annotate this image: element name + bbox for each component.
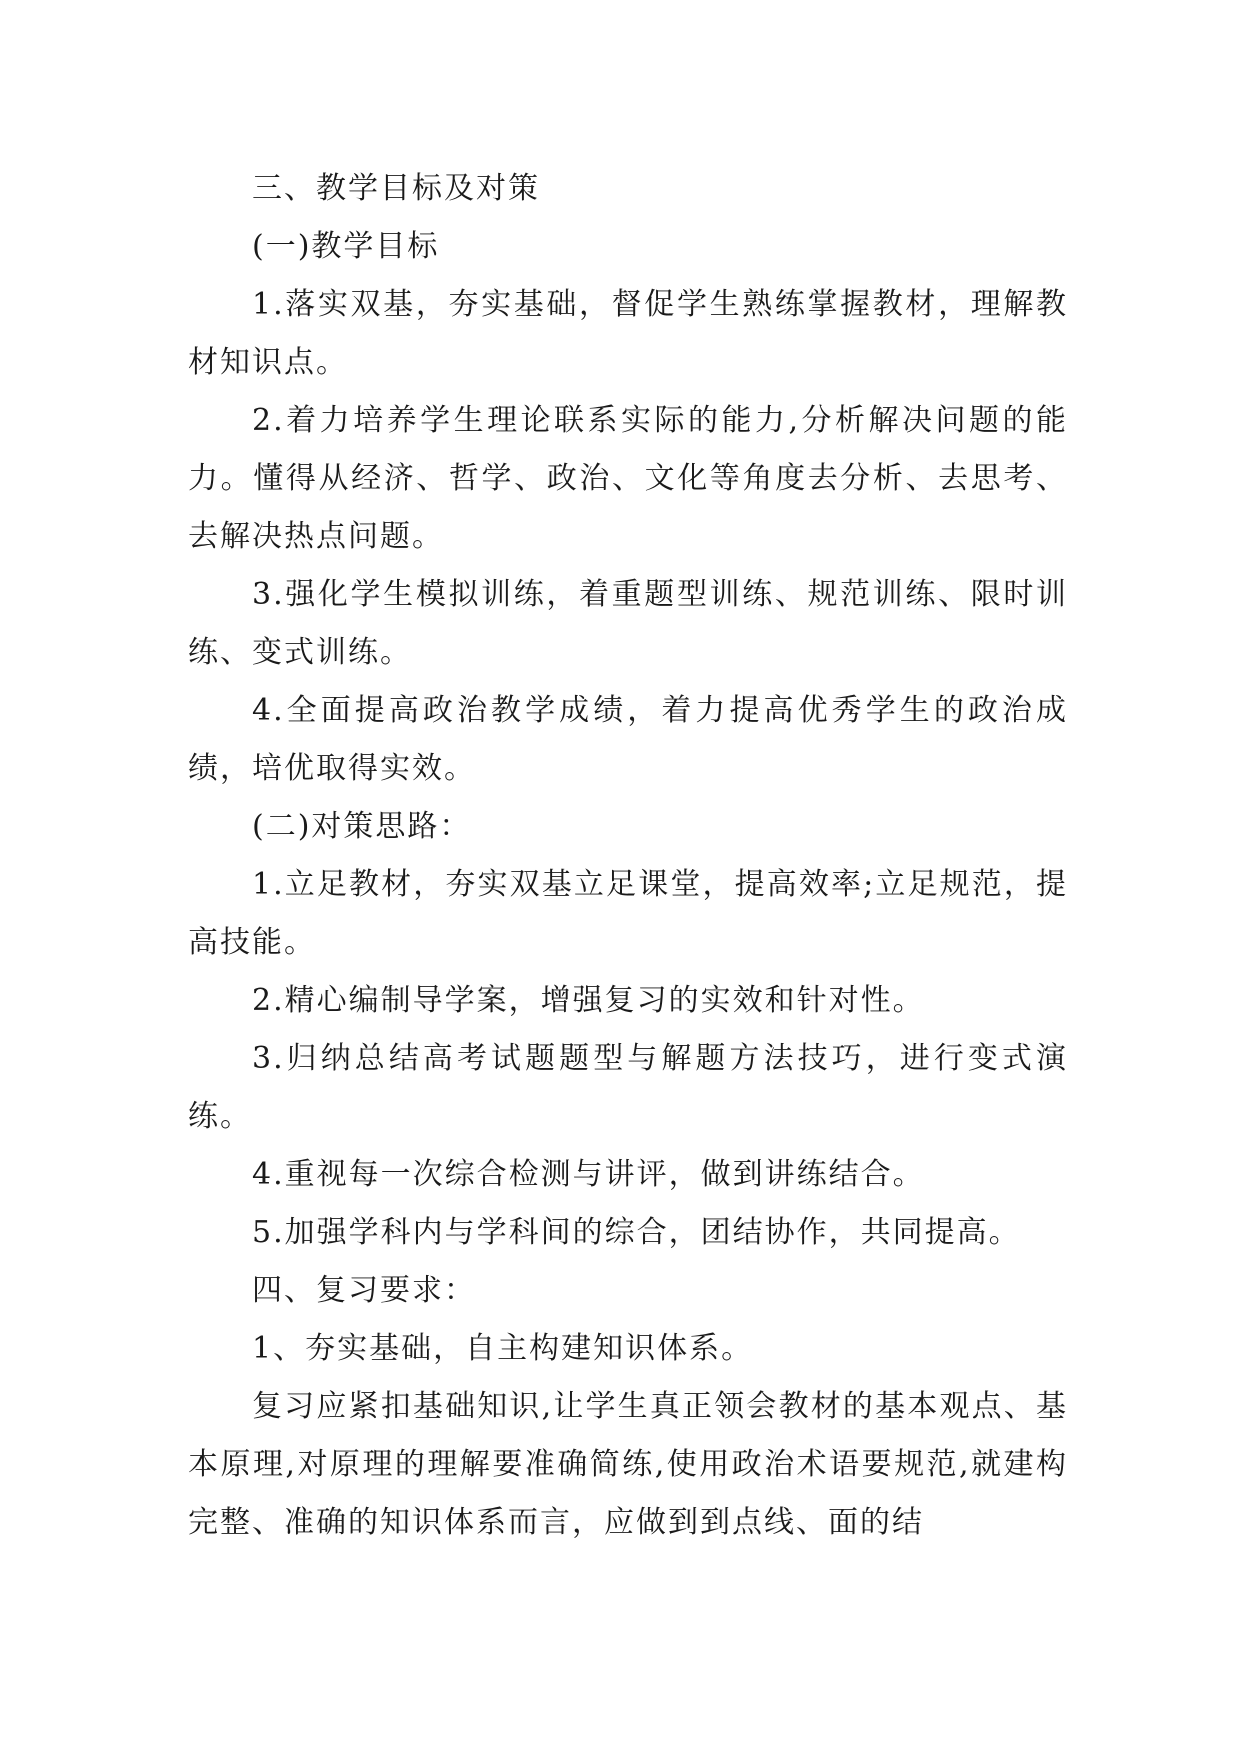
section-heading-teaching-goals: 三、教学目标及对策 xyxy=(252,171,540,206)
paragraph-requirement-1: 1、夯实基础，自主构建知识体系。 xyxy=(252,1331,754,1366)
paragraph-goal-1: 1.落实双基，夯实基础，督促学生熟练掌握教材，理解教材知识点。 xyxy=(188,287,1068,380)
subsection-heading-strategy: (二)对策思路： xyxy=(252,809,472,844)
paragraph-goal-2: 2.着力培养学生理论联系实际的能力,分析解决问题的能力。懂得从经济、哲学、政治、文化等角度去分析、去思考、去解决热点问题。 xyxy=(188,403,1068,554)
paragraph-review-body: 复习应紧扣基础知识,让学生真正领会教材的基本观点、基本原理,对原理的理解要准确简练,使用政治术语要规范,就建构完整、准确的知识体系而言，应做到到点线、面的结 xyxy=(188,1389,1068,1540)
paragraph-strategy-1: 1.立足教材，夯实双基立足课堂，提高效率;立足规范，提高技能。 xyxy=(188,867,1068,960)
section-heading-review-requirements: 四、复习要求： xyxy=(252,1273,476,1308)
paragraph-strategy-2: 2.精心编制导学案，增强复习的实效和针对性。 xyxy=(252,983,925,1018)
paragraph-goal-3: 3.强化学生模拟训练，着重题型训练、规范训练、限时训练、变式训练。 xyxy=(188,577,1068,670)
paragraph-goal-4: 4.全面提高政治教学成绩，着力提高优秀学生的政治成绩，培优取得实效。 xyxy=(188,693,1068,786)
paragraph-strategy-3: 3.归纳总结高考试题题型与解题方法技巧，进行变式演练。 xyxy=(188,1041,1068,1134)
paragraph-strategy-5: 5.加强学科内与学科间的综合，团结协作，共同提高。 xyxy=(252,1215,1021,1250)
paragraph-strategy-4: 4.重视每一次综合检测与讲评，做到讲练结合。 xyxy=(252,1157,925,1192)
document-body xyxy=(188,160,1068,1552)
subsection-heading-goals: (一)教学目标 xyxy=(252,229,440,264)
